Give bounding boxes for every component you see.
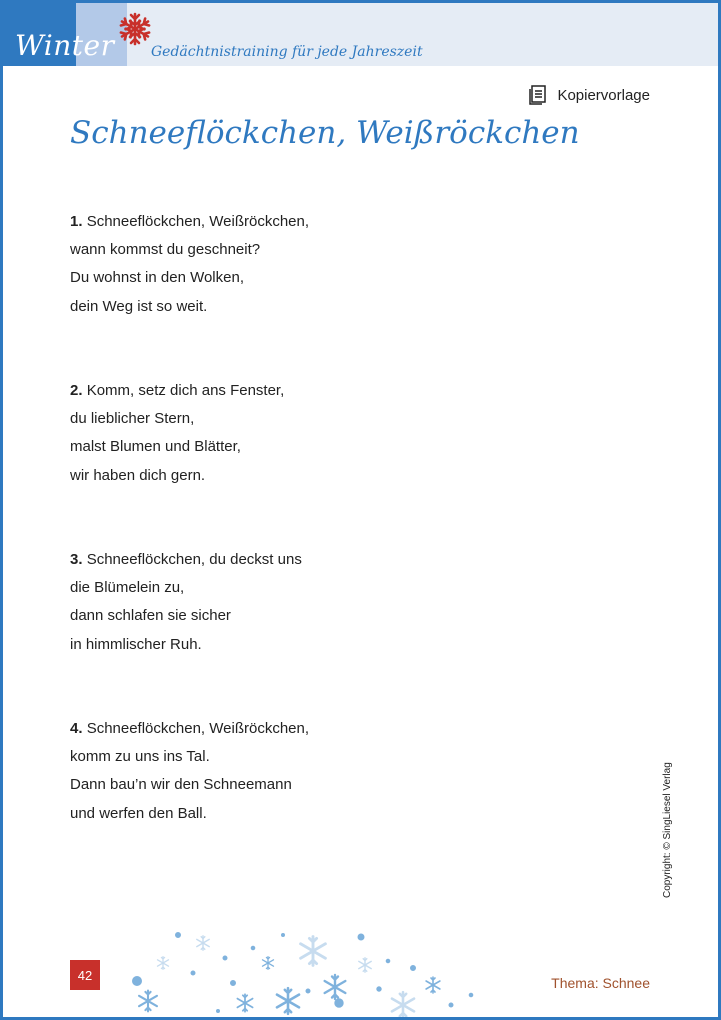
snowflake-icon: [117, 11, 153, 47]
page-title: Schneeflöckchen, Weißröckchen: [70, 115, 580, 151]
verse-line: Dann bau’n wir den Schneemann: [70, 776, 292, 794]
verse-line: du lieblicher Stern,: [70, 410, 195, 428]
verse-number: 3.: [70, 551, 83, 568]
verse-line: [70, 208, 309, 236]
verse-line: wir haben dich gern.: [70, 466, 206, 484]
verse-line: [70, 546, 302, 574]
document-stack-icon: [527, 84, 549, 106]
verse-number: 1.: [70, 213, 83, 230]
topic-label: Thema: Schnee: [551, 975, 650, 991]
verse-line-text: Schneeflöckchen, Weißröckchen,: [86, 213, 310, 230]
verse-4: [70, 715, 309, 828]
copy-template-label: [527, 84, 650, 106]
header-subtitle: Gedächtnistraining für jede Jahreszeit: [151, 44, 423, 60]
verse-line: Du wohnst in den Wolken,: [70, 269, 244, 287]
verse-3: [70, 546, 302, 659]
page-number: 42: [70, 960, 100, 990]
verse-number: 4.: [70, 720, 83, 737]
verse-line: dann schlafen sie sicher: [70, 607, 231, 625]
verse-number: 2.: [70, 382, 83, 399]
verse-line: komm zu uns ins Tal.: [70, 748, 210, 766]
verse-line: malst Blumen und Blätter,: [70, 438, 241, 456]
copy-template-text: Kopiervorlage: [557, 86, 650, 104]
verse-line: [70, 377, 284, 405]
verse-2: [70, 377, 284, 490]
verse-line: wann kommst du geschneit?: [70, 241, 261, 259]
copyright-notice: Copyright: © SingLiesel Verlag: [662, 762, 673, 898]
verse-line-text: Schneeflöckchen, Weißröckchen,: [86, 720, 310, 737]
verse-1: [70, 208, 309, 321]
verse-line: dein Weg ist so weit.: [70, 297, 208, 315]
verse-line-text: Schneeflöckchen, du deckst uns: [86, 551, 302, 568]
verse-line-text: Komm, setz dich ans Fenster,: [86, 382, 285, 399]
verse-line: [70, 715, 309, 743]
verse-line: die Blümelein zu,: [70, 579, 185, 597]
snowflakes-decoration-icon: [103, 923, 503, 1017]
season-title: Winter: [15, 29, 115, 62]
verse-line: in himmlischer Ruh.: [70, 635, 202, 653]
verse-line: und werfen den Ball.: [70, 804, 207, 822]
